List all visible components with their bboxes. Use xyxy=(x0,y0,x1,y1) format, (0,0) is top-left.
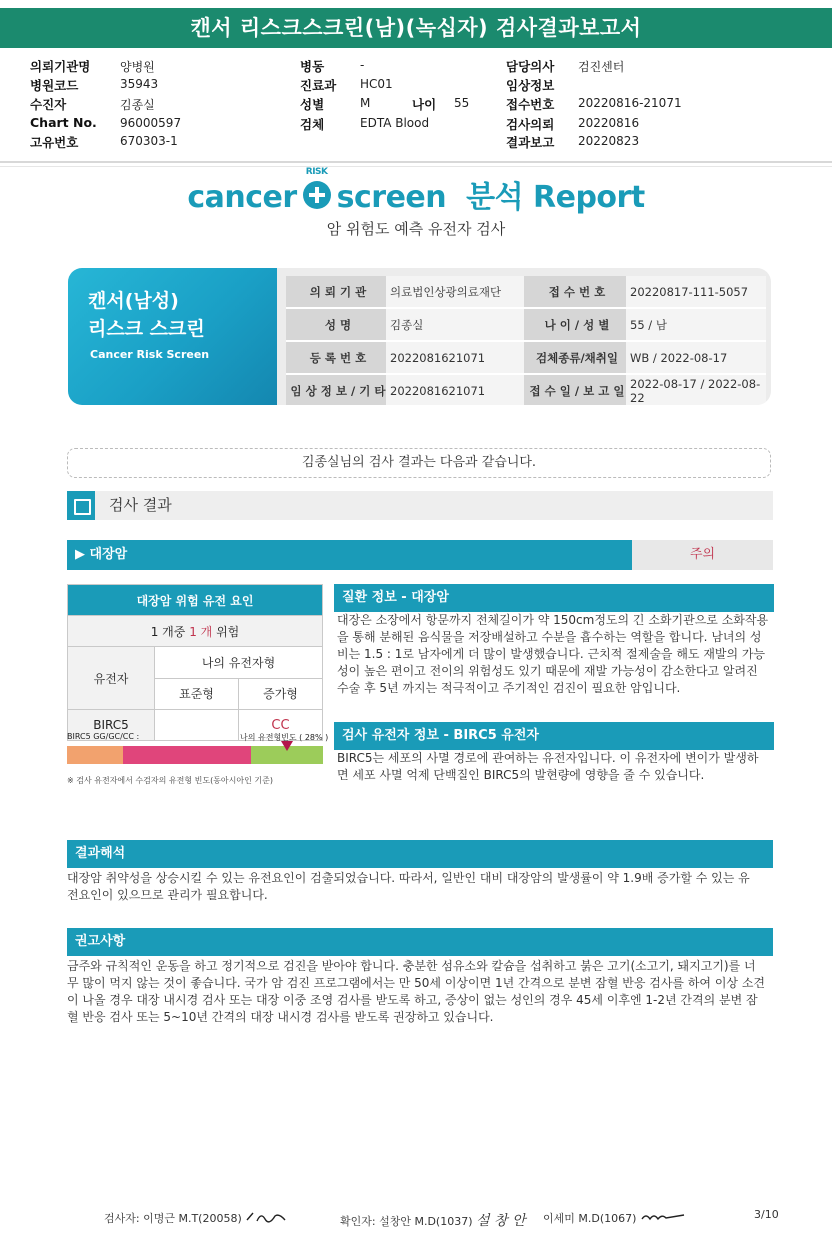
cancer-category: ▶ 대장암 xyxy=(67,540,632,570)
disease-info-title: 질환 정보 - 대장암 xyxy=(334,584,774,612)
genotype-marker-icon xyxy=(281,741,293,751)
interpretation-text: 대장암 취약성을 상승시킬 수 있는 유전요인이 검출되었습니다. 따라서, 일반인 대비 대장암의 발생률이 약 1.9배 증가할 수 있는 유전요인이 있으므로 관리가 필요합니다. xyxy=(67,871,750,902)
interpretation-title: 결과해석 xyxy=(67,840,773,868)
col2-value-0: - xyxy=(360,58,365,72)
gene-info-text: BIRC5는 세포의 사멸 경로에 관여하는 유전자입니다. 이 유전자에 변이가 발생하면 세포 사멸 억제 단백질인 BIRC5의 발현량에 영향을 줄 수 있습니다. xyxy=(337,751,759,782)
info-value-2-3: WB / 2022-08-17 xyxy=(626,341,766,374)
patient-info-table xyxy=(286,276,766,405)
risk-cross-icon xyxy=(303,167,331,209)
risk-mark: RISK xyxy=(305,167,328,177)
col1-value-0: 양병원 xyxy=(120,60,155,74)
info-value-1-3: 55 / 남 xyxy=(626,308,766,341)
col3-label-3: 검사의뢰 xyxy=(506,117,555,132)
info-row xyxy=(286,276,766,308)
info-value-3-1: 2022081621071 xyxy=(386,374,524,405)
info-label-0-2: 접 수 번 호 xyxy=(524,276,626,308)
col2-value-2: M xyxy=(360,96,371,110)
col3-value-2: 20220816-21071 xyxy=(578,96,682,110)
examiner-sign-mark xyxy=(245,1210,289,1224)
info-row xyxy=(286,374,766,405)
col3-label-1: 임상정보 xyxy=(506,78,555,93)
age-value: 55 xyxy=(454,96,470,110)
gene-risk-table xyxy=(67,584,323,741)
col3-label-2: 접수번호 xyxy=(506,97,555,112)
info-label-0-0: 의 뢰 기 관 xyxy=(286,276,386,308)
info-row xyxy=(286,341,766,374)
info-value-3-3: 2022-08-17 / 2022-08-22 xyxy=(626,374,766,405)
brand-part3: 분석 Report xyxy=(466,180,645,215)
recommendation-text: 금주와 규칙적인 운동을 하고 정기적으로 검진을 받아야 합니다. 충분한 섬유소와 칼슘을 섭취하고 붉은 고기(소고기, 돼지고기)를 너무 많이 먹지 않는 것이 좋습니다. 국가 암 검진 프로그램에서는 만 50세 이상이면 1년 간격으로 분변 잠혈 반응 검사를 하여 이상 소견이 나올 경우 대장 내시경 검사 또는 대장 이중 조영 검사를 받도록 하고, 증상이 없는 성인의 경우 45세 이후엔 1-2년 간격의 분변 잠혈 반응 검사 또는 5~10년 간격의 대장 내시경 검사를 받도록 권장하고 있습니다. xyxy=(67,959,766,1024)
gene-std-value xyxy=(155,710,239,741)
brand-subtitle: 암 위험도 예측 유전자 검사 xyxy=(326,220,506,238)
info-label-2-2: 검체종류/채취일 xyxy=(524,341,626,374)
second-sign-mark xyxy=(640,1210,686,1224)
col3-value-0: 검진센터 xyxy=(578,60,625,74)
info-label-3-0: 임 상 정 보 / 기 타 xyxy=(286,374,386,405)
recommendation-title: 권고사항 xyxy=(67,928,773,956)
gene-name: BIRC5 xyxy=(68,710,155,741)
card-title-2: 리스크 스크린 xyxy=(88,318,205,340)
col1-value-4: 670303-1 xyxy=(120,134,178,148)
greeting-box: 김종실님의 검사 결과는 다음과 같습니다. xyxy=(67,448,771,478)
page-number: 3/10 xyxy=(754,1208,779,1221)
info-label-1-2: 나 이 / 성 별 xyxy=(524,308,626,341)
col1-label-4: 고유번호 xyxy=(30,135,79,150)
info-label-3-2: 접 수 일 / 보 고 일 xyxy=(524,374,626,405)
col2-label-0: 병동 xyxy=(300,59,325,74)
patient-info-card xyxy=(68,268,771,405)
age-label: 나이 xyxy=(412,97,437,112)
col1-label-3: Chart No. xyxy=(30,115,97,130)
confirmer-sign-mark: 설 창 안 xyxy=(476,1213,526,1229)
gene-info-title: 검사 유전자 정보 - BIRC5 유전자 xyxy=(334,722,774,750)
col3-value-4: 20220823 xyxy=(578,134,640,148)
disease-info-text: 대장은 소장에서 항문까지 전체길이가 약 150cm정도의 긴 소화기관으로 소화작용을 통해 분해된 음식물을 저장배설하고 수분을 흡수하는 역할을 합니다. 남녀의 성비는 1.5 : 1로 남자에게 더 많이 발생했습니다. 근치적 절제술을 해도 재발의 가능성이 높은 편이고 전이의 위험성도 있기 때문에 재발 가능성이 감소한다고 알려진 수술 후 5년 까지는 적극적이고 주기적인 검진이 필요한 암입니다. xyxy=(337,613,769,695)
freq-segment-0 xyxy=(67,746,123,764)
card-title-1: 캔서(남성) xyxy=(88,290,179,312)
col1-label-2: 수진자 xyxy=(30,97,67,112)
col-standard: 표준형 xyxy=(155,678,239,710)
col1-value-2: 김종실 xyxy=(120,98,155,112)
header-divider-thin xyxy=(0,166,832,167)
freq-note: ※ 검사 유전자에서 수검자의 유전형 빈도(동아시아인 기준) xyxy=(67,776,273,785)
col3-value-3: 20220816 xyxy=(578,116,640,130)
info-value-0-1: 의료법인상광의료재단 xyxy=(386,276,524,308)
col1-label-1: 병원코드 xyxy=(30,78,79,93)
col1-label-0: 의뢰기관명 xyxy=(30,59,91,74)
col3-label-4: 결과보고 xyxy=(506,135,555,150)
info-label-2-0: 등 록 번 호 xyxy=(286,341,386,374)
freq-segment-1 xyxy=(123,746,251,764)
gene-count: 1 개중 1 개 위험 xyxy=(68,616,323,647)
info-row xyxy=(286,308,766,341)
col-gene: 유전자 xyxy=(68,647,155,710)
info-value-1-1: 김종실 xyxy=(386,308,524,341)
gene-table-title: 대장암 위험 유전 요인 xyxy=(68,585,323,616)
my-freq-label: 나의 유전형빈도 ( 28% ) xyxy=(240,733,329,742)
section-title: 검사 결과 xyxy=(109,496,172,514)
col1-value-1: 35943 xyxy=(120,77,159,91)
freq-bar-label: BIRC5 GG/GC/CC : xyxy=(67,732,140,741)
col2-value-1: HC01 xyxy=(360,77,393,91)
folder-plus-icon xyxy=(67,491,95,520)
card-title-en: Cancer Risk Screen xyxy=(90,348,210,361)
info-label-1-0: 성 명 xyxy=(286,308,386,341)
confirmer-signature: 확인자: 설창안 M.D(1037) 설 창 안 xyxy=(340,1213,526,1229)
col3-label-0: 담당의사 xyxy=(506,59,555,74)
examiner-signature: 검사자: 이명근 M.T(20058) xyxy=(104,1210,289,1226)
report-title: 캔서 리스크스크린(남)(녹십자) 검사결과보고서 xyxy=(0,8,832,48)
brand-logo xyxy=(0,167,832,216)
brand-part2: screen xyxy=(336,180,447,215)
second-signature: 이세미 M.D(1067) xyxy=(543,1210,686,1226)
info-value-2-1: 2022081621071 xyxy=(386,341,524,374)
section-header xyxy=(67,491,773,520)
col2-label-1: 진료과 xyxy=(300,78,337,93)
brand-part1: cancer xyxy=(187,180,297,215)
header-divider xyxy=(0,161,832,163)
info-value-0-3: 20220817-111-5057 xyxy=(626,276,766,308)
risk-status-badge: 주의 xyxy=(632,540,773,570)
col1-value-3: 96000597 xyxy=(120,116,182,130)
col2-label-2: 성별 xyxy=(300,97,325,112)
card-banner xyxy=(68,268,277,405)
col2-value-3: EDTA Blood xyxy=(360,116,430,130)
col-my-genotype: 나의 유전자형 xyxy=(155,647,323,679)
col2-label-3: 검체 xyxy=(300,117,325,132)
col-increased: 증가형 xyxy=(239,678,323,710)
gene-inc-value: CC xyxy=(239,710,323,741)
